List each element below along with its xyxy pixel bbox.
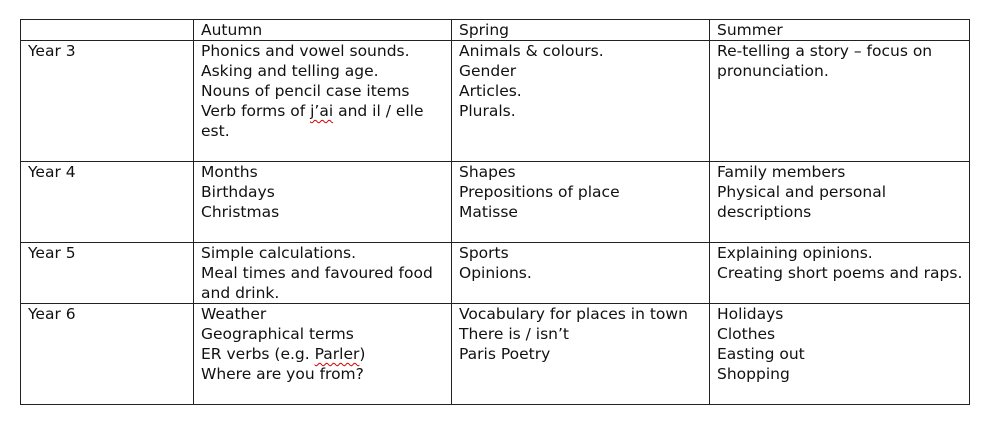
summer-cell [710,41,970,162]
year-cell: Year 4 [21,162,194,243]
cell-line: Nouns of pencil case items [201,82,410,100]
spring-cell [452,41,710,162]
cell-text: and il / elle est. [201,102,424,140]
year-cell: Year 6 [21,304,194,405]
cell-line: Geographical terms [201,325,354,343]
spring-cell [452,304,710,405]
cell-line: Paris Poetry [459,345,551,363]
cell-line: Where are you from? [201,365,364,383]
header-cell-spring: Spring [452,20,710,41]
spellcheck-marked-word: j’ai [310,102,334,120]
cell-text: Verb forms of [201,102,311,120]
cell-line: Animals & colours. [459,42,604,60]
cell-line: Asking and telling age. [201,62,379,80]
year-cell: Year 5 [21,243,194,304]
cell-line: Months [201,163,258,181]
cell-line: Articles. [459,82,522,100]
table-row-year-4 [21,162,970,243]
cell-line: Simple calculations. [201,244,357,262]
cell-line: Re-telling a story – focus on pronunciation. [717,42,933,80]
autumn-cell [194,162,452,243]
header-cell-summer: Summer [710,20,970,41]
header-cell-autumn: Autumn [194,20,452,41]
cell-line: Weather [201,305,267,323]
autumn-cell [194,243,452,304]
cell-line: Physical and personal descriptions [717,183,887,221]
cell-line: Vocabulary for places in town [459,305,688,323]
cell-line: There is / isn’t [459,325,569,343]
cell-line: Gender [459,62,517,80]
table-header-row [21,20,970,41]
cell-line: Sports [459,244,509,262]
year-cell: Year 3 [21,41,194,162]
cell-line: Matisse [459,203,518,221]
cell-line: Explaining opinions. [717,244,873,262]
cell-line [201,101,451,141]
header-cell-empty [21,20,194,41]
cell-line: Christmas [201,203,280,221]
summer-cell [710,243,970,304]
autumn-cell [194,41,452,162]
summer-cell [710,162,970,243]
spring-cell [452,162,710,243]
cell-line: Easting out [717,345,805,363]
table-row-year-5 [21,243,970,304]
cell-line: Family members [717,163,846,181]
table-row-year-6 [21,304,970,405]
cell-line: Phonics and vowel sounds. [201,42,410,60]
cell-line: Prepositions of place [459,183,620,201]
table-row-year-3 [21,41,970,162]
curriculum-table [20,19,970,405]
cell-line: Opinions. [459,264,532,282]
cell-line: Birthdays [201,183,275,201]
cell-line: Creating short poems and raps. [717,264,963,282]
cell-line: Clothes [717,325,776,343]
autumn-cell [194,304,452,405]
cell-line: Holidays [717,305,784,323]
cell-line [201,344,451,364]
cell-text: ER verbs (e.g. [201,345,315,363]
spellcheck-marked-word: Parler [314,345,360,363]
cell-line: Shapes [459,163,516,181]
cell-line: Plurals. [459,102,516,120]
cell-line: Meal times and favoured food and drink. [201,264,433,302]
cell-text: ) [359,345,366,363]
cell-line: Shopping [717,365,790,383]
summer-cell [710,304,970,405]
spring-cell [452,243,710,304]
